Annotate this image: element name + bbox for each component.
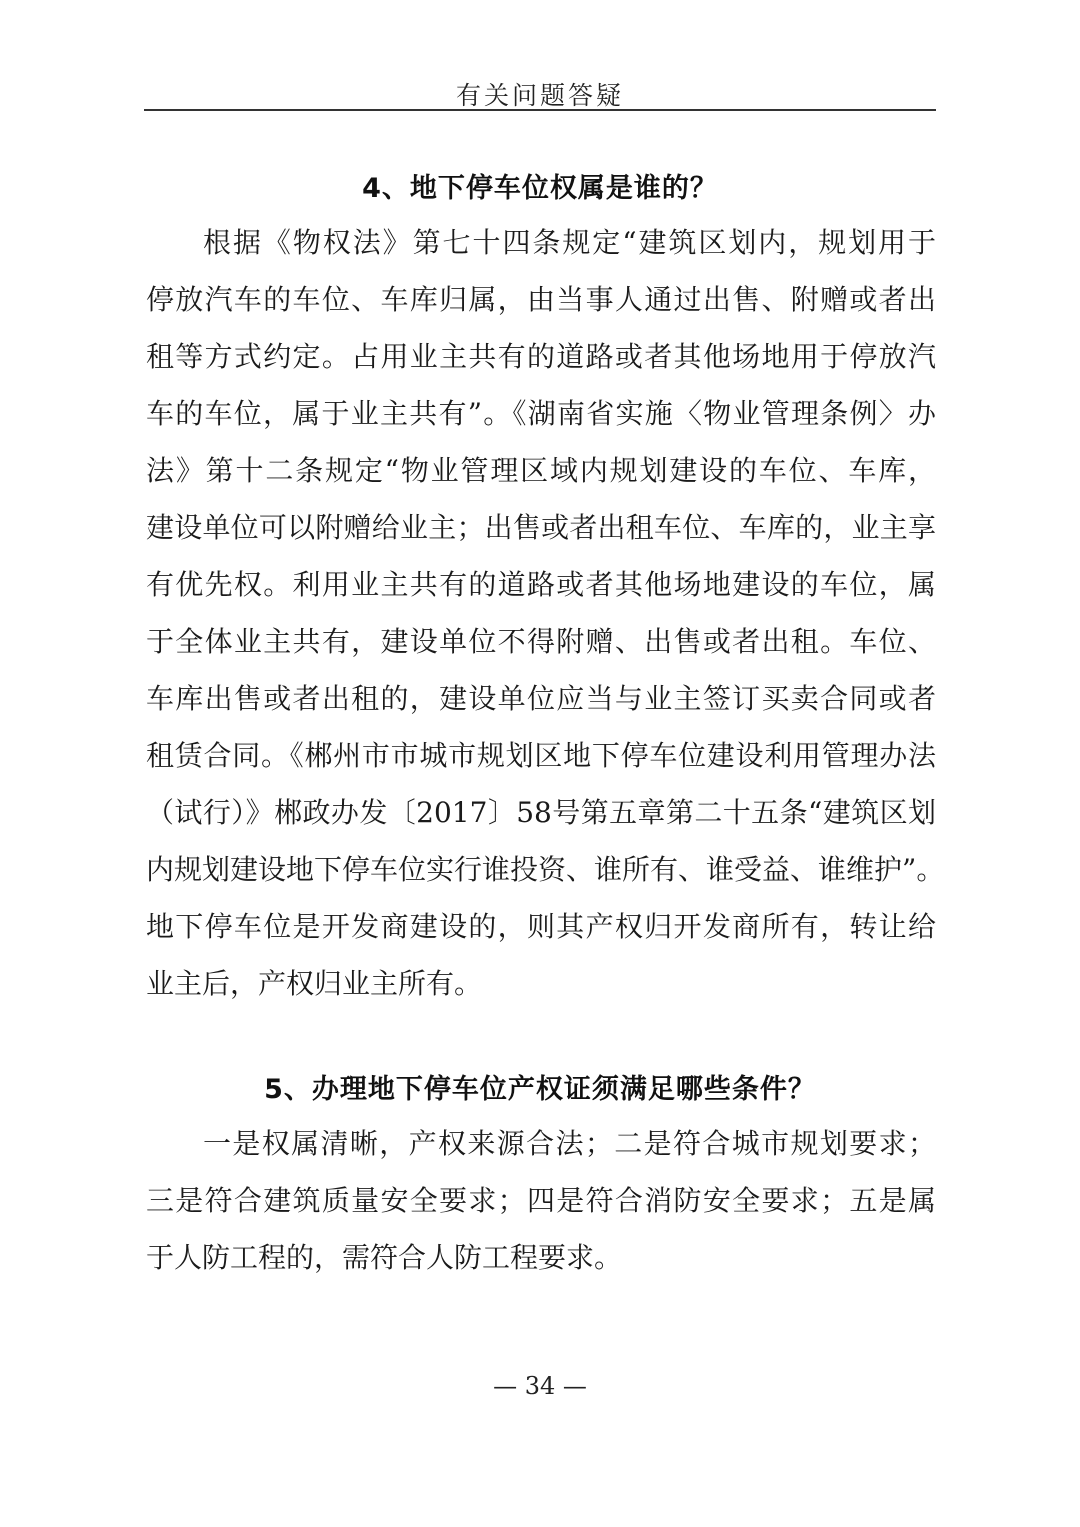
body-line: 于全体业主共有，建设单位不得附赠、出售或者出租。车位、 bbox=[146, 625, 936, 658]
body-line: 地下停车位是开发商建设的，则其产权归开发商所有，转让给 bbox=[146, 910, 936, 943]
section-title-4: 4、地下停车位权属是谁的？ bbox=[362, 173, 718, 204]
body-line: 有优先权。利用业主共有的道路或者其他场地建设的车位，属 bbox=[146, 568, 936, 601]
body-line: 租等方式约定。占用业主共有的道路或者其他场地用于停放汽 bbox=[146, 340, 936, 373]
body-line: （试行）》郴政办发〔2017〕58号第五章第二十五条“建筑区划 bbox=[146, 796, 936, 829]
body-line: 建设单位可以附赠给业主；出售或者出租车位、车库的，业主享 bbox=[146, 511, 936, 544]
body-line: 租赁合同。《郴州市市城市规划区地下停车位建设利用管理办法 bbox=[146, 739, 936, 772]
body-line: 于人防工程的，需符合人防工程要求。 bbox=[146, 1241, 623, 1274]
body-line: 车库出售或者出租的，建设单位应当与业主签订买卖合同或者 bbox=[146, 682, 936, 715]
body-line: 业主后，产权归业主所有。 bbox=[146, 967, 483, 1000]
body-line: 法》第十二条规定“物业管理区域内规划建设的车位、车库， bbox=[146, 454, 936, 487]
body-line: 根据《物权法》第七十四条规定“建筑区划内，规划用于 bbox=[203, 226, 936, 259]
running-head: 有关问题答疑 bbox=[455, 81, 624, 110]
body-line: 一是权属清晰，产权来源合法；二是符合城市规划要求； bbox=[203, 1127, 936, 1160]
section-4-body bbox=[146, 214, 945, 1012]
body-line: 停放汽车的车位、车库归属，由当事人通过出售、附赠或者出 bbox=[146, 283, 936, 316]
body-line: 三是符合建筑质量安全要求；四是符合消防安全要求；五是属 bbox=[146, 1184, 936, 1217]
header-rule bbox=[144, 109, 936, 111]
body-line: 车的车位，属于业主共有”。《湖南省实施〈物业管理条例〉办 bbox=[146, 397, 936, 430]
section-5-body bbox=[146, 1115, 936, 1286]
section-title-5: 5、办理地下停车位产权证须满足哪些条件？ bbox=[264, 1074, 816, 1105]
page-number: — 34 — bbox=[493, 1372, 587, 1400]
body-line: 内规划建设地下停车位实行谁投资、谁所有、谁受益、谁维护”。 bbox=[146, 853, 945, 886]
